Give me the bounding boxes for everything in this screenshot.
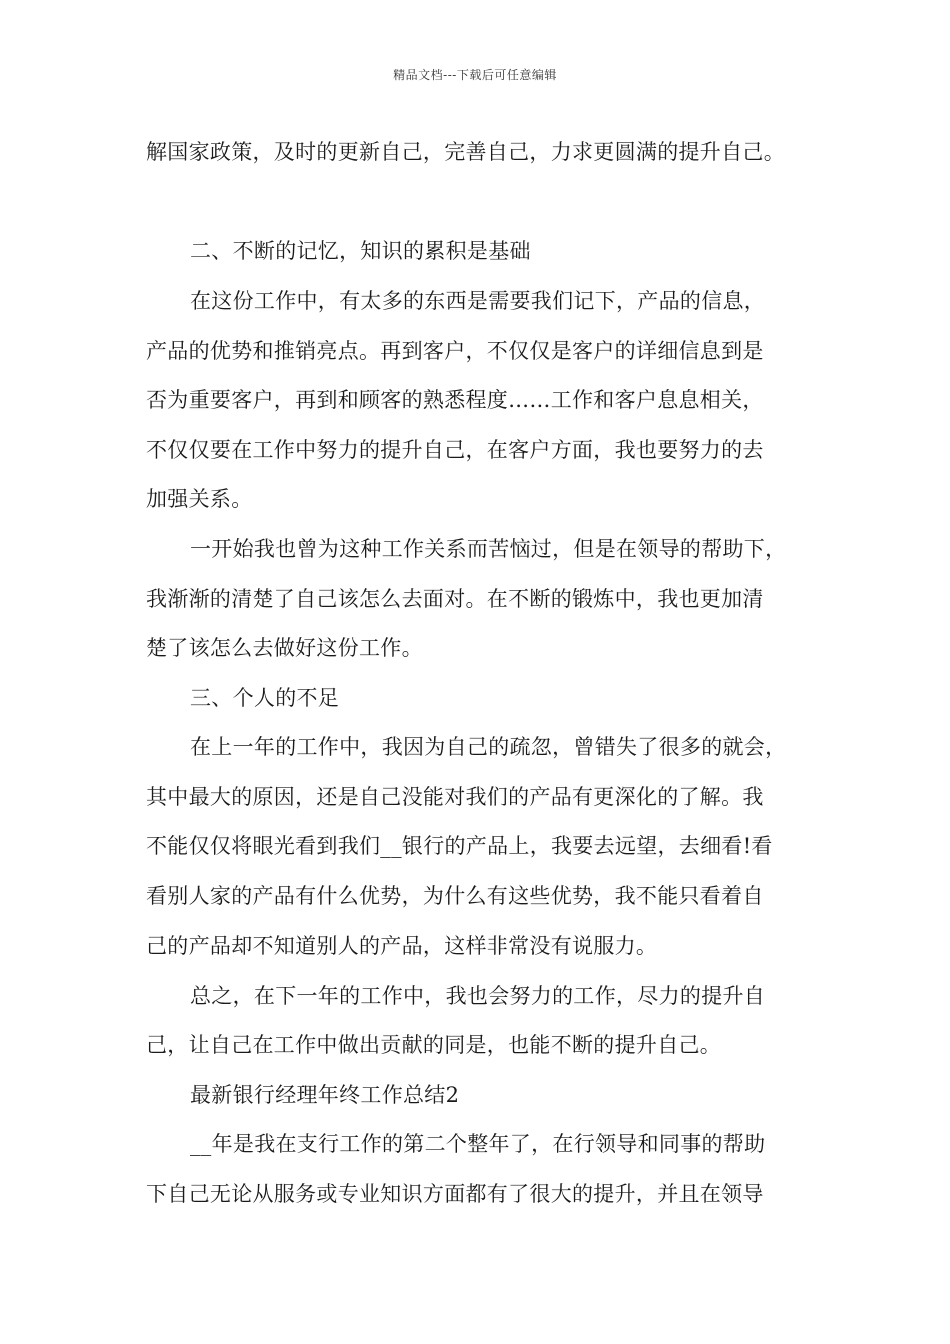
text-line: 不仅仅要在工作中努力的提升自己，在客户方面，我也要努力的去	[146, 438, 764, 462]
text-line: 不能仅仅将眼光看到我们__银行的产品上，我要去远望，去细看!看	[146, 834, 773, 858]
text-line: 我渐渐的清楚了自己该怎么去面对。在不断的锻炼中，我也更加清	[146, 587, 764, 611]
text-line: 总之，在下一年的工作中，我也会努力的工作，尽力的提升自	[190, 984, 766, 1008]
text-line: 否为重要客户，再到和顾客的熟悉程度……工作和客户息息相关，	[146, 388, 764, 412]
text-line: 解国家政策，及时的更新自己，完善自己，力求更圆满的提升自己。	[146, 140, 785, 164]
text-line: __年是我在支行工作的第二个整年了，在行领导和同事的帮助	[190, 1132, 766, 1156]
section-heading: 最新银行经理年终工作总结2	[190, 1083, 460, 1107]
text-line: 产品的优势和推销亮点。再到客户，不仅仅是客户的详细信息到是	[146, 339, 764, 363]
section-heading: 二、不断的记忆，知识的累积是基础	[190, 239, 531, 263]
text-line: 其中最大的原因，还是自己没能对我们的产品有更深化的了解。我	[146, 785, 764, 809]
section-heading: 三、个人的不足	[190, 686, 340, 710]
page-header: 精品文档---下载后可任意编辑	[393, 68, 557, 82]
text-line: 在上一年的工作中，我因为自己的疏忽，曾错失了很多的就会，	[190, 735, 787, 759]
text-line: 看别人家的产品有什么优势，为什么有这些优势，我不能只看着自	[146, 884, 764, 908]
text-line: 己，让自己在工作中做出贡献的同是，也能不断的提升自己。	[146, 1033, 722, 1057]
text-line: 楚了该怎么去做好这份工作。	[146, 636, 423, 660]
text-line: 一开始我也曾为这种工作关系而苦恼过，但是在领导的帮助下，	[190, 537, 787, 561]
text-line: 在这份工作中，有太多的东西是需要我们记下，产品的信息，	[190, 289, 766, 313]
text-line: 己的产品却不知道别人的产品，这样非常没有说服力。	[146, 934, 658, 958]
text-line: 下自己无论从服务或专业知识方面都有了很大的提升，并且在领导	[146, 1182, 764, 1206]
text-line: 加强关系。	[146, 487, 253, 511]
